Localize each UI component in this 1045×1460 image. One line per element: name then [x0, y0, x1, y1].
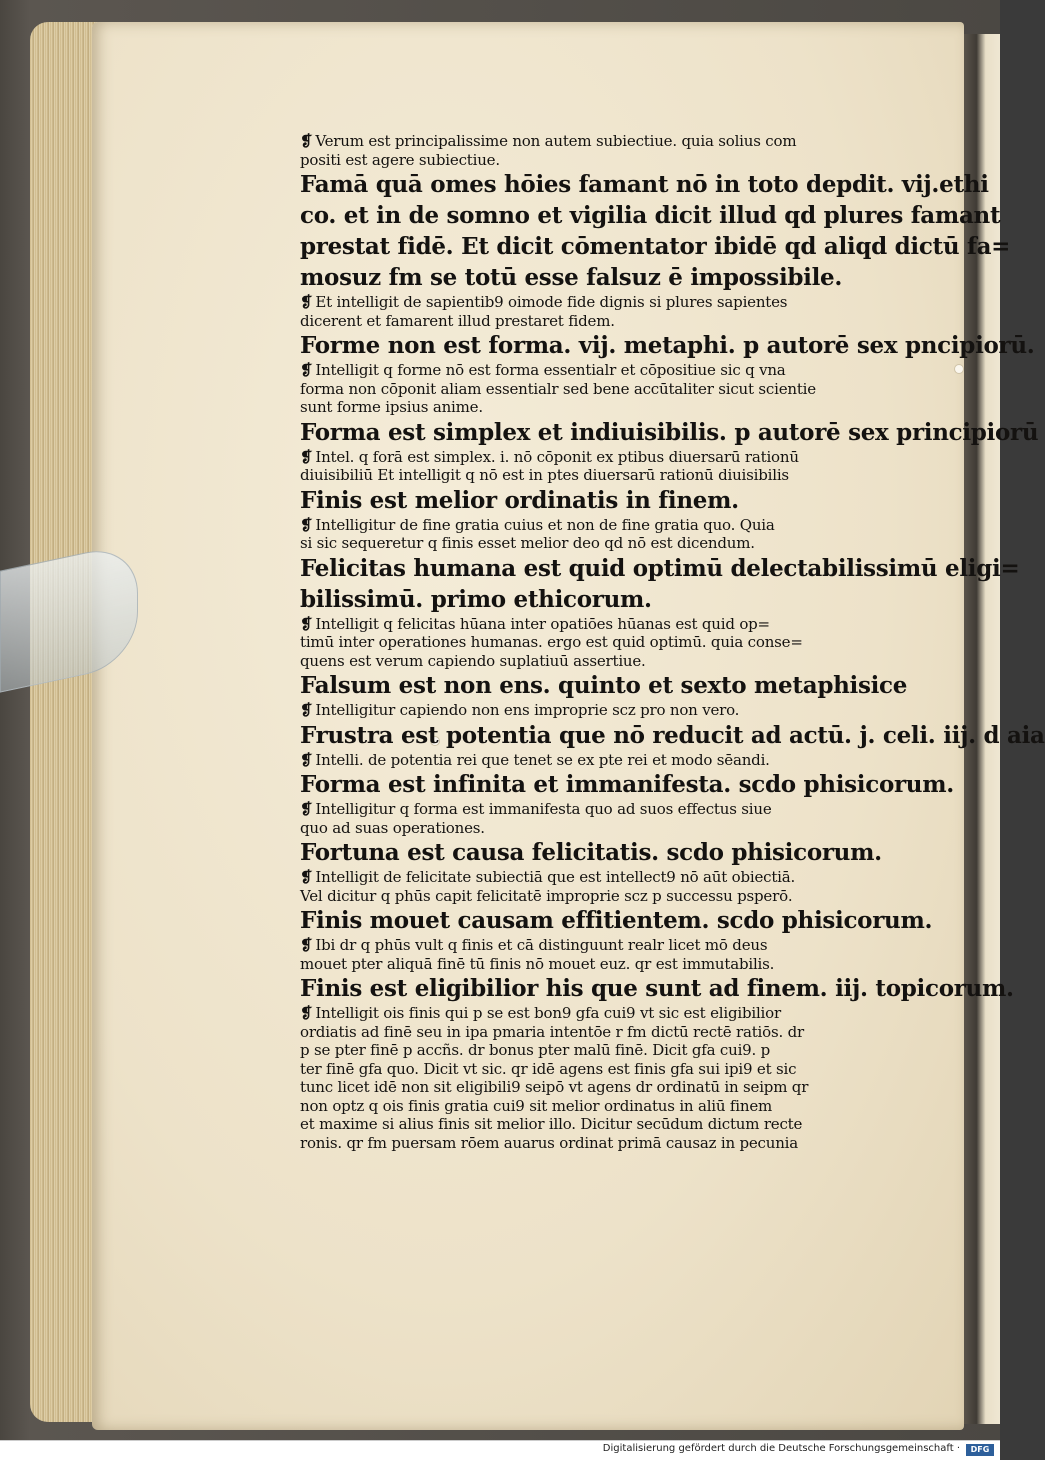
page-text [300, 132, 1045, 1152]
text-line: Intelligit ois finis qui p se est bon9 gfa cui9 vt sic est eligibilior [315, 1004, 781, 1022]
heading-line [300, 330, 1035, 361]
text-line: Frustra est potentia que nō reducit ad actū. j. celi. iij. d aia [300, 721, 1045, 749]
paragraph-mark-icon: ❡ [300, 614, 313, 633]
gloss-line [300, 1078, 898, 1097]
heading-line [300, 720, 1045, 751]
text-line: Intelligit q felicitas hūana inter opatiōes hūanas est quid op= [315, 614, 770, 633]
text-line: p se pter finē p accñs. dr bonus pter malū finē. Dicit gfa cui9. p [300, 1041, 771, 1059]
gloss-line [300, 132, 898, 151]
gloss-line [300, 361, 898, 380]
paragraph-mark-icon: ❡ [300, 515, 313, 534]
gloss-line [300, 701, 898, 720]
gloss-block [300, 868, 898, 905]
heading-block [300, 553, 1020, 615]
gloss-block [300, 800, 898, 837]
gloss-line [300, 534, 898, 553]
paragraph-mark-icon: ❡ [300, 701, 313, 719]
gloss-block [300, 132, 898, 169]
gloss-block [300, 701, 898, 720]
text-line: Forme non est forma. vij. metaphi. p autorē sex pncipiorū. [300, 332, 1035, 359]
gloss-line [300, 615, 898, 634]
gloss-line [300, 868, 898, 887]
gloss-line [300, 380, 898, 399]
heading-line [300, 485, 898, 516]
text-line: forma non cōponit aliam essentialr sed bene accūtaliter sicut scientie [300, 379, 816, 398]
gloss-block [300, 1004, 898, 1152]
paragraph-mark-icon: ❡ [300, 1004, 313, 1022]
text-line: Forma est infinita et immanifesta. scdo phisicorum. [300, 771, 954, 798]
text-line: Vel dicitur q phūs capit felicitatē improprie scz p successu psperō. [300, 886, 793, 905]
text-line: prestat fidē. Et dicit cōmentator ibidē qd aliqd dictū fa= [300, 233, 1011, 260]
heading-block [300, 670, 908, 701]
paragraph-mark-icon: ❡ [300, 750, 313, 769]
text-line: positi est agere subiectiue. [300, 150, 500, 169]
text-line: Et intelligit de sapientib9 oimode fide dignis si plures sapientes [315, 293, 788, 311]
text-line: co. et in de somno et vigilia dicit illud qd plures famant [300, 202, 1001, 229]
gloss-line [300, 466, 898, 485]
gloss-line [300, 1023, 898, 1042]
gloss-line [300, 398, 898, 417]
dfg-logo: DFG [966, 1444, 994, 1456]
heading-block [300, 330, 1035, 361]
gloss-line [300, 1004, 898, 1023]
text-line: Intelligitur de fine gratia cuius et non de fine gratia quo. Quia [315, 515, 775, 534]
paragraph-mark-icon: ❡ [300, 936, 313, 954]
gloss-block [300, 361, 898, 417]
gloss-line [300, 1115, 898, 1134]
gloss-line [300, 312, 898, 331]
heading-line [300, 905, 933, 936]
text-line: Finis mouet causam effitientem. scdo phisicorum. [300, 907, 933, 934]
heading-line [300, 769, 954, 800]
text-line: mouet pter aliquā finē tū finis nō mouet euz. qr est immutabilis. [300, 954, 775, 973]
footer-bar [0, 1440, 1000, 1460]
gloss-line [300, 1134, 898, 1153]
gloss-line [300, 1097, 898, 1116]
gloss-line [300, 652, 898, 671]
paragraph-mark-icon: ❡ [300, 447, 313, 466]
heading-line [300, 231, 1011, 262]
text-line: bilissimū. primo ethicorum. [300, 585, 652, 613]
text-line: Intelligit q forme nō est forma essentialr et cōpositiue sic q vna [315, 361, 786, 379]
heading-block [300, 769, 954, 800]
paragraph-mark-icon: ❡ [300, 800, 313, 818]
text-line: et maxime si alius finis sit melior illo. Dicitur secūdum dictum recte [300, 1115, 803, 1133]
gloss-line [300, 448, 898, 467]
gloss-line [300, 1041, 898, 1060]
text-line: Verum est principalissime non autem subiectiue. quia solius com [315, 132, 797, 150]
text-line: Intelligitur q forma est immanifesta quo ad suos effectus siue [315, 800, 772, 818]
gloss-line [300, 293, 898, 312]
text-line: sunt forme ipsius anime. [300, 398, 483, 416]
heading-line [300, 417, 1039, 448]
text-line: Intelligit de felicitate subiectiā que est intellect9 nō aūt obiectiā. [315, 868, 796, 886]
heading-block [300, 485, 898, 516]
heading-block [300, 973, 1014, 1004]
text-line: Finis est eligibilior his que sunt ad finem. iij. topicorum. [300, 975, 1014, 1002]
gloss-block [300, 751, 898, 770]
heading-block [300, 169, 1011, 293]
heading-block [300, 837, 898, 868]
text-line: Falsum est non ens. quinto et sexto metaphisice [300, 672, 908, 699]
heading-line [300, 169, 989, 200]
gloss-block [300, 293, 898, 330]
gloss-line [300, 936, 898, 955]
gloss-line [300, 955, 898, 974]
heading-block [300, 905, 933, 936]
text-line: timū inter operationes humanas. ergo est quid optimū. quia conse= [300, 633, 803, 651]
gloss-line [300, 1060, 898, 1079]
gloss-line [300, 516, 898, 535]
paragraph-mark-icon: ❡ [300, 868, 313, 886]
gloss-line [300, 151, 898, 170]
text-line: Forma est simplex et indiuisibilis. p autorē sex principiorū [300, 418, 1039, 446]
paragraph-mark-icon: ❡ [300, 293, 313, 311]
text-line: si sic sequeretur q finis esset melior deo qd nō est dicendum. [300, 534, 755, 552]
text-line: Felicitas humana est quid optimū delectabilissimū eligi= [300, 554, 1020, 582]
text-line: Intelligitur capiendo non ens improprie scz pro non vero. [315, 701, 740, 719]
text-line: tunc licet idē non sit eligibili9 seipō vt agens dr ordinatū in seipm qr [300, 1078, 809, 1096]
text-line: ordiatis ad finē seu in ipa pmaria intentōe r fm dictū rectē ratiōs. dr [300, 1022, 804, 1041]
text-line: Intel. q forā est simplex. i. nō cōponit ex ptibus diuersarū rationū [315, 447, 799, 466]
gloss-line [300, 633, 898, 652]
text-line: Finis est melior ordinatis in finem. [300, 486, 739, 514]
paragraph-mark-icon: ❡ [300, 132, 313, 150]
gloss-line [300, 887, 898, 906]
text-line: Fortuna est causa felicitatis. scdo phisicorum. [300, 839, 882, 866]
text-line: non optz q ois finis gratia cui9 sit melior ordinatus in aliū finem [300, 1096, 773, 1115]
text-line: Ibi dr q phūs vult q finis et cā distinguunt realr licet mō deus [315, 936, 768, 954]
gloss-block [300, 936, 898, 973]
heading-line [300, 670, 908, 701]
heading-line [300, 553, 1020, 584]
gloss-block [300, 615, 898, 671]
heading-block [300, 720, 1045, 751]
gloss-block [300, 516, 898, 553]
gloss-line [300, 819, 898, 838]
heading-line [300, 200, 1001, 231]
text-line: dicerent et famarent illud prestaret fidem. [300, 311, 615, 330]
gloss-block [300, 448, 898, 485]
text-line: quens est verum capiendo suplatiuū assertiue. [300, 651, 646, 670]
page-hole [954, 364, 964, 374]
heading-line [300, 262, 898, 293]
heading-line [300, 584, 898, 615]
heading-line [300, 973, 1014, 1004]
text-line: mosuz fm se totū esse falsuz ē impossibile. [300, 264, 843, 291]
gloss-line [300, 800, 898, 819]
text-line: ter finē gfa quo. Dicit vt sic. qr idē agens est finis gfa sui ipi9 et sic [300, 1059, 797, 1078]
paragraph-mark-icon: ❡ [300, 361, 313, 379]
heading-block [300, 417, 1039, 448]
text-line: diuisibiliū Et intelligit q nō est in ptes diuersarū rationū diuisibilis [300, 466, 789, 484]
text-line: ronis. qr fm puersam rōem auarus ordinat primā causaz in pecunia [300, 1133, 799, 1152]
text-line: Famā quā omes hōies famant nō in toto depdit. vij.ethi [300, 171, 989, 198]
gloss-line [300, 751, 898, 770]
text-line: quo ad suas operationes. [300, 818, 485, 837]
footer-credit: Digitalisierung gefördert durch die Deutsche Forschungsgemeinschaft · [602, 1443, 960, 1454]
text-line: Intelli. de potentia rei que tenet se ex pte rei et modo sēandi. [315, 750, 770, 769]
heading-line [300, 837, 898, 868]
